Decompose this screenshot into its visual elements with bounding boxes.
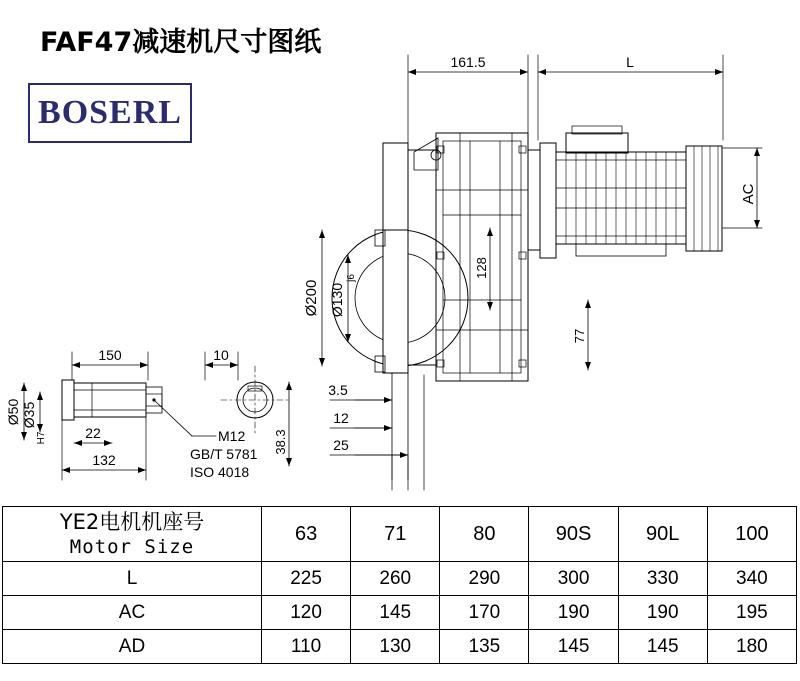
table-header-size-90s: 90S xyxy=(529,507,618,562)
cell-ad-63: 110 xyxy=(262,630,351,664)
dim-dia-130: Ø130 xyxy=(329,282,345,318)
dim-132: 132 xyxy=(92,452,116,468)
dim-dia-50: Ø50 xyxy=(5,398,21,426)
table-row-ad xyxy=(3,630,797,664)
cell-ad-90l: 145 xyxy=(618,630,707,664)
table-header-label-en: Motor Size xyxy=(69,535,195,558)
cell-ac-63: 120 xyxy=(262,596,351,630)
cell-ad-90s: 145 xyxy=(529,630,618,664)
table-header-row xyxy=(3,507,797,562)
table-row-l xyxy=(3,562,797,596)
cell-ad-100: 180 xyxy=(707,630,796,664)
dim-77: 77 xyxy=(572,328,587,344)
dim-dia-35: Ø35 xyxy=(21,401,37,429)
table-header-size-80: 80 xyxy=(440,507,529,562)
row-label-l: L xyxy=(3,562,262,596)
row-label-ac: AC xyxy=(3,596,262,630)
callout-bolt-m12: M12 xyxy=(218,428,246,444)
table-row-ac xyxy=(3,596,797,630)
cell-ad-71: 130 xyxy=(351,630,440,664)
table-header-label-cn: YE2电机机座号 xyxy=(59,509,205,534)
cell-l-71: 260 xyxy=(351,562,440,596)
dim-L: L xyxy=(626,54,634,70)
dim-12: 12 xyxy=(333,410,349,426)
dim-dia-130-tolerance: j6 xyxy=(346,274,357,282)
cell-ad-80: 135 xyxy=(440,630,529,664)
page-title: FAF47减速机尺寸图纸 xyxy=(40,27,322,58)
dim-dia-35-tolerance: H7 xyxy=(36,431,47,445)
dim-3-5: 3.5 xyxy=(328,382,348,398)
dim-25: 25 xyxy=(333,437,349,453)
cell-l-90l: 330 xyxy=(618,562,707,596)
dim-38-3: 38.3 xyxy=(273,429,288,455)
cell-ac-90l: 190 xyxy=(618,596,707,630)
dim-22: 22 xyxy=(85,425,101,441)
cell-ac-80: 170 xyxy=(440,596,529,630)
cell-l-100: 340 xyxy=(707,562,796,596)
dim-AC: AC xyxy=(740,183,757,205)
table-header-size-63: 63 xyxy=(262,507,351,562)
brand-logo-text: BOSERL xyxy=(38,94,182,131)
cell-ac-71: 145 xyxy=(351,596,440,630)
dim-161-5: 161.5 xyxy=(450,54,486,70)
dim-dia-200: Ø200 xyxy=(303,279,320,317)
table-header-size-90l: 90L xyxy=(618,507,707,562)
cell-l-90s: 300 xyxy=(529,562,618,596)
dim-128: 128 xyxy=(474,257,489,279)
row-label-ad: AD xyxy=(3,630,262,664)
table-header-size-71: 71 xyxy=(351,507,440,562)
motor-size-table xyxy=(2,506,797,664)
dim-10: 10 xyxy=(213,347,229,363)
callout-bolt-standard: GB/T 5781 xyxy=(190,446,258,462)
callout-bolt-iso: ISO 4018 xyxy=(190,464,250,480)
dim-150: 150 xyxy=(98,347,122,363)
table-header-label xyxy=(3,507,262,562)
cell-l-80: 290 xyxy=(440,562,529,596)
cell-l-63: 225 xyxy=(262,562,351,596)
cell-ac-100: 195 xyxy=(707,596,796,630)
table-header-size-100: 100 xyxy=(707,507,796,562)
cell-ac-90s: 190 xyxy=(529,596,618,630)
